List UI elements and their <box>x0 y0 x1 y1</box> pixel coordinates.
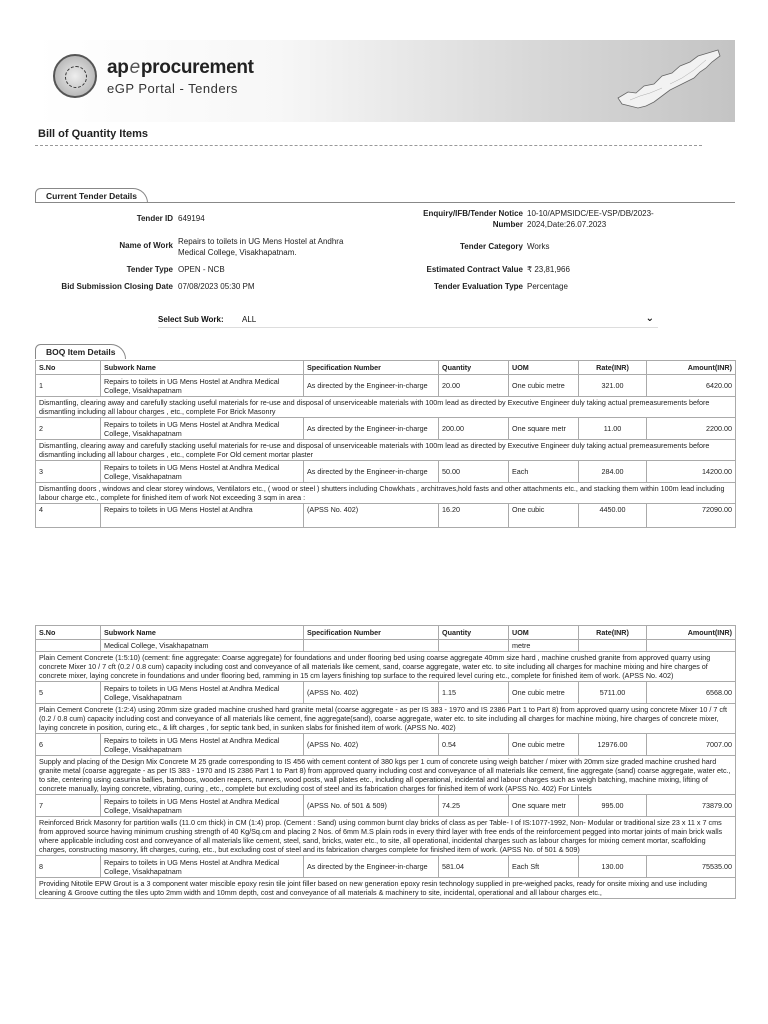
cell-subwork: Repairs to toilets in UG Mens Hostel at Andhra Medical College, Visakhapatnam <box>101 734 304 756</box>
enquiry-number-value-2: 2024,Date:26.07.2023 <box>527 220 607 229</box>
sub-work-label: Select Sub Work: <box>158 315 224 324</box>
table-row <box>36 504 736 528</box>
col-amount: Amount(INR) <box>647 361 736 375</box>
cell-amount: 6420.00 <box>647 375 736 397</box>
col-rate: Rate(INR) <box>579 361 647 375</box>
description-row <box>36 483 736 504</box>
col-sno: S.No <box>36 626 101 640</box>
col-amount: Amount(INR) <box>647 626 736 640</box>
table-header-row <box>36 361 736 375</box>
cell-spec <box>304 640 439 652</box>
cell-sno: 3 <box>36 461 101 483</box>
cell-uom: metre <box>509 640 579 652</box>
portal-header <box>35 40 735 122</box>
cell-spec: As directed by the Engineer-in-charge <box>304 461 439 483</box>
tender-id-label: Tender ID <box>136 214 173 223</box>
cell-rate <box>579 640 647 652</box>
cell-amount: 73879.00 <box>647 795 736 817</box>
item-description: Dismantling, clearing away and carefully stacking useful materials for re-use and disposal of unserviceable materials with 100m lead as directed by Executive Engineer duly taking actual premeasurements before dismantling including all labour charges , etc., complete For Brick Masonry <box>36 397 736 418</box>
andhra-pradesh-map-icon <box>610 46 725 112</box>
cell-spec: As directed by the Engineer-in-charge <box>304 856 439 878</box>
table-row <box>36 856 736 878</box>
description-row <box>36 440 736 461</box>
evaluation-type-label: Tender Evaluation Type <box>433 282 523 291</box>
evaluation-type-value: Percentage <box>527 282 568 291</box>
cell-amount: 14200.00 <box>647 461 736 483</box>
tender-id-value: 649194 <box>178 214 205 223</box>
divider <box>35 145 702 146</box>
item-description: Reinforced Brick Masonry for partition walls (11.0 cm thick) in CM (1:4) prop. (Cement : Sand) using common burnt clay bricks of class as per Table- I of IS:1077-1992, Non- Modular or traditional size 23 x 11 x 7 cms from approved source having minimum crushing strength of 40 Kg/Sq.cm and placing 2 Nos. of 6mm M.S plain rods in every third layer with free ends of the reinforcement pegged into mortar joints of main brick walls where applicable including cost and conveyance of all materials like cement, steel, sand, bricks, water etc., to site, all operational, incidental charges such as labour charges for mixing cement mortar, scaffolding charges, constructing masonry, lift charges, curing, etc., but excluding cost of steel and its fabrication charges complete for finished item of work. (APSS No. of 501 & 509) <box>36 817 736 856</box>
cell-amount: 72090.00 <box>647 504 736 528</box>
tender-category-label: Tender Category <box>460 242 523 251</box>
cell-spec: (APSS No. 402) <box>304 504 439 528</box>
tender-details-tab: Current Tender Details <box>35 188 148 203</box>
state-emblem-icon <box>53 54 97 98</box>
cell-quantity: 200.00 <box>439 418 509 440</box>
cell-rate: 321.00 <box>579 375 647 397</box>
col-rate: Rate(INR) <box>579 626 647 640</box>
cell-rate: 130.00 <box>579 856 647 878</box>
cell-rate: 284.00 <box>579 461 647 483</box>
cell-sno: 8 <box>36 856 101 878</box>
cell-rate: 5711.00 <box>579 682 647 704</box>
cell-uom: One square metr <box>509 795 579 817</box>
cell-uom: One cubic <box>509 504 579 528</box>
tender-type-value: OPEN - NCB <box>178 265 225 274</box>
cell-sno: 4 <box>36 504 101 528</box>
col-subwork: Subwork Name <box>101 626 304 640</box>
name-of-work-label: Name of Work <box>119 241 173 250</box>
ecv-label: Estimated Contract Value <box>426 265 523 274</box>
item-description: Dismantling doors , windows and clear storey windows, Ventilators etc., ( wood or steel ) shutters including Chowkhats , architraves,hold fasts and other attachments etc., and stacking them within 100m lead including labour charge etc., complete for finished item of work Not exceeding 3 sqm in area : <box>36 483 736 504</box>
description-row <box>36 756 736 795</box>
bid-closing-value: 07/08/2023 05:30 PM <box>178 282 255 291</box>
cell-uom: Each Sft <box>509 856 579 878</box>
cell-amount: 2200.00 <box>647 418 736 440</box>
page-title: Bill of Quantity Items <box>38 128 149 140</box>
col-spec: Specification Number <box>304 626 439 640</box>
cell-sno <box>36 640 101 652</box>
cell-subwork: Repairs to toilets in UG Mens Hostel at Andhra Medical College, Visakhapatnam <box>101 795 304 817</box>
item-description: Plain Cement Concrete (1:2:4) using 20mm size graded machine crushed hard granite metal (coarse aggregate - as per IS 383 - 1970 and IS 2386 Part 1 to Part 8) from approved quarry using concrete Mixer 10 / 7 cft (0.2 / 0.8 cum) capacity including cost and conveyance of all materials like cement, fine aggregate(sand), coarse aggregate, water etc. to site including all charges for machine mixing, hire charges of concrete mixer, laying concrete in position, curing etc., & lift charges , for septic tank bed, in sunken slabs for finished item of work. (APSS No. 402) <box>36 704 736 734</box>
description-row <box>36 878 736 899</box>
enquiry-number-value: 10-10/APMSIDC/EE-VSP/DB/2023- <box>527 209 654 218</box>
bid-closing-label: Bid Submission Closing Date <box>61 282 173 291</box>
cell-spec: (APSS No. of 501 & 509) <box>304 795 439 817</box>
cell-uom: Each <box>509 461 579 483</box>
col-uom: UOM <box>509 361 579 375</box>
cell-amount: 7007.00 <box>647 734 736 756</box>
cell-spec: As directed by the Engineer-in-charge <box>304 418 439 440</box>
table-row <box>36 461 736 483</box>
boq-table-page-1 <box>35 360 736 528</box>
table-row <box>36 418 736 440</box>
col-sno: S.No <box>36 361 101 375</box>
cell-subwork: Repairs to toilets in UG Mens Hostel at Andhra <box>101 504 304 528</box>
cell-subwork: Repairs to toilets in UG Mens Hostel at Andhra Medical College, Visakhapatnam <box>101 856 304 878</box>
tender-type-label: Tender Type <box>126 265 173 274</box>
cell-subwork: Repairs to toilets in UG Mens Hostel at Andhra Medical College, Visakhapatnam <box>101 682 304 704</box>
cell-quantity: 0.54 <box>439 734 509 756</box>
cell-quantity: 581.04 <box>439 856 509 878</box>
cell-spec: (APSS No. 402) <box>304 734 439 756</box>
e-logo-icon: e <box>129 57 140 78</box>
name-of-work-value: Repairs to toilets in UG Mens Hostel at Andhra Medical College, Visakhapatnam. <box>178 237 344 257</box>
cell-subwork: Repairs to toilets in UG Mens Hostel at Andhra Medical College, Visakhapatnam <box>101 461 304 483</box>
item-description: Plain Cement Concrete (1:5:10) (cement: fine aggregate: Coarse aggregate) for foundations and under flooring bed using coarse aggregate 40mm size hard , machine crushed granite from approved quarry using concrete Mixer 10 / 7 cft (0.2 / 0.8 cum) capacity including cost and conveyance of all materials like cement, sand, coarse aggregate, water etc. to site including all charges for machine mixing and hire charges of concrete mixer, laying concrete in foundations and under flooring bed, ramming in 15 cm layers finishing top surface to the required level curing etc., complete for finished item of work. (APSS No. 402) <box>36 652 736 682</box>
cell-sno: 2 <box>36 418 101 440</box>
table-header-row <box>36 626 736 640</box>
cell-amount <box>647 640 736 652</box>
item-description: Providing Nitotile EPW Grout is a 3 component water miscible epoxy resin tile joint filler based on new generation epoxy resin technology supplied in pre-weighed packs, ready for onsite mixing and use including cleaning & Groove cutting the tiles upto 2mm width and 10mm depth, cost and conveyance of all materials & machinery to site, incidental, operational and all labour charges etc., <box>36 878 736 899</box>
description-row <box>36 397 736 418</box>
boq-table-page-2 <box>35 625 736 899</box>
enquiry-number-label: Enquiry/IFB/Tender Notice <box>423 209 523 218</box>
cell-amount: 75535.00 <box>647 856 736 878</box>
portal-subtitle: eGP Portal - Tenders <box>107 81 238 96</box>
cell-rate: 4450.00 <box>579 504 647 528</box>
boq-details-tab: BOQ Item Details <box>35 344 126 359</box>
cell-quantity: 1.15 <box>439 682 509 704</box>
col-subwork: Subwork Name <box>101 361 304 375</box>
cell-spec: As directed by the Engineer-in-charge <box>304 375 439 397</box>
cell-sno: 5 <box>36 682 101 704</box>
cell-spec: (APSS No. 402) <box>304 682 439 704</box>
cell-quantity: 20.00 <box>439 375 509 397</box>
table-row <box>36 375 736 397</box>
table-row <box>36 734 736 756</box>
cell-amount: 6568.00 <box>647 682 736 704</box>
divider <box>35 202 735 203</box>
cell-rate: 995.00 <box>579 795 647 817</box>
cell-rate: 11.00 <box>579 418 647 440</box>
table-row <box>36 795 736 817</box>
cell-rate: 12976.00 <box>579 734 647 756</box>
cell-quantity: 50.00 <box>439 461 509 483</box>
portal-brand[interactable]: apeprocurement <box>107 57 254 78</box>
col-quantity: Quantity <box>439 361 509 375</box>
cell-quantity: 74.25 <box>439 795 509 817</box>
description-row <box>36 817 736 856</box>
cell-subwork: Medical College, Visakhapatnam <box>101 640 304 652</box>
cell-uom: One cubic metre <box>509 375 579 397</box>
col-quantity: Quantity <box>439 626 509 640</box>
cell-quantity: 16.20 <box>439 504 509 528</box>
tender-category-value: Works <box>527 242 550 251</box>
sub-work-select[interactable] <box>158 314 658 328</box>
description-row <box>36 652 736 682</box>
item-description: Dismantling, clearing away and carefully stacking useful materials for re-use and disposal of unserviceable materials with 100m lead as directed by Executive Engineer duly taking actual premeasurements before dismantling including all labour charges , etc., complete For Old cement mortar plaster <box>36 440 736 461</box>
cell-sno: 1 <box>36 375 101 397</box>
item-description: Supply and placing of the Design Mix Concrete M 25 grade corresponding to IS 456 with cement content of 380 kgs per 1 cum of concrete using weigh batcher / mixer with 20mm size graded machine crushed hard granite metal (coarse aggregate - as per IS 383 - 1970 and IS 2386 Part 1 to Part 8) from approved quarry including cost and conveyance of all materials like cement, fine aggregate (sand) coarse aggregate, water etc., to site, centering using casurina ballies, bamboos, wooden reapers, runners, wood posts, wall plates etc., including all operational, incidental and labour charges such as weigh batching, machine mixing, lifting of concrete manually, laying concrete, vibrating, curing , etc., complete but excluding cost of steel and its fabrication charges for finished item of work (APSS No. 402) For Lintels <box>36 756 736 795</box>
cell-uom: One cubic metre <box>509 734 579 756</box>
sub-work-value[interactable]: ALL <box>242 315 257 324</box>
cell-sno: 7 <box>36 795 101 817</box>
cell-subwork: Repairs to toilets in UG Mens Hostel at Andhra Medical College, Visakhapatnam <box>101 375 304 397</box>
ecv-value: ₹ 23,81,966 <box>527 265 570 274</box>
cell-subwork: Repairs to toilets in UG Mens Hostel at Andhra Medical College, Visakhapatnam <box>101 418 304 440</box>
description-row <box>36 704 736 734</box>
cell-uom: One cubic metre <box>509 682 579 704</box>
cell-uom: One square metr <box>509 418 579 440</box>
table-row-continued <box>36 640 736 652</box>
chevron-down-icon[interactable]: ⌄ <box>645 313 654 324</box>
table-row <box>36 682 736 704</box>
enquiry-number-label-2: Number <box>492 220 523 229</box>
cell-quantity <box>439 640 509 652</box>
col-spec: Specification Number <box>304 361 439 375</box>
col-uom: UOM <box>509 626 579 640</box>
cell-sno: 6 <box>36 734 101 756</box>
